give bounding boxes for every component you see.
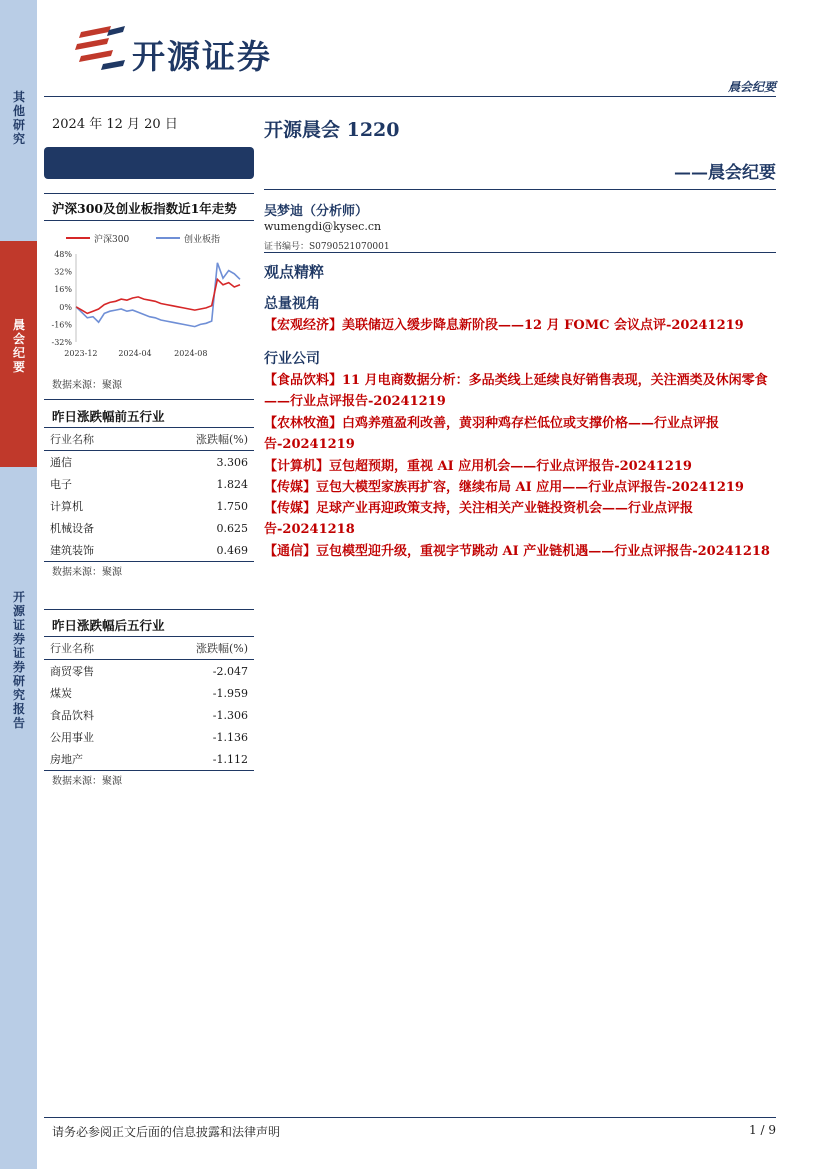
table-row: [44, 517, 254, 539]
industry-name: 房地产: [44, 748, 142, 771]
legend-label-cyb: 创业板指: [184, 235, 221, 245]
macro-item[interactable]: 【宏观经济】美联储迈入缓步降息新阶段——12 月 FOMC 会议点评-20241219: [264, 318, 744, 333]
page-subtitle: ——晨会纪要: [674, 163, 776, 183]
y-tick-label: -16%: [51, 320, 72, 330]
y-tick-label: 0%: [59, 302, 72, 312]
industry-change: 1.750: [216, 499, 248, 513]
footer-rule: [44, 1117, 776, 1118]
industry-item[interactable]: 【食品饮料】11 月电商数据分析：多品类线上延续良好销售表现，关注酒类及休闲零食——行业点评报告-20241219: [264, 373, 768, 409]
page-title: 开源晨会 1220: [264, 119, 400, 141]
industry-change: -1.136: [212, 730, 248, 744]
y-tick-label: -32%: [51, 338, 72, 347]
bottom5-header-name: 行业名称: [44, 637, 142, 660]
report-date: 2024 年 12 月 20 日: [52, 117, 178, 132]
date-banner: [44, 147, 254, 179]
y-tick-label: 16%: [54, 285, 72, 295]
industry-item[interactable]: 【通信】豆包模型迎升级，重视字节跳动 AI 产业链机遇——行业点评报告-20241218: [264, 544, 770, 559]
industry-change: -1.112: [142, 748, 254, 771]
legend-label-hs300: 沪深300: [94, 235, 130, 245]
industry-name: 煤炭: [50, 687, 72, 700]
industry-change: 1.824: [216, 477, 248, 491]
x-tick-label: 2023-12: [64, 349, 98, 358]
brand-name: 开源证券: [132, 37, 272, 76]
top5-header-name: 行业名称: [44, 428, 142, 451]
industry-change: -2.047: [212, 664, 248, 678]
industry-name: 商贸零售: [50, 665, 94, 678]
chart-title-rule: [44, 193, 254, 194]
sidebar-top-label: 其他研究: [12, 90, 25, 146]
industry-name: 机械设备: [50, 522, 94, 535]
industry-name: 建筑装饰: [44, 539, 142, 562]
industry-name: 电子: [50, 478, 72, 491]
chart-source: 数据来源：聚源: [52, 380, 122, 391]
industry-change: -1.959: [212, 686, 248, 700]
chart-legend: [66, 233, 220, 245]
header-tag: 晨会纪要: [727, 80, 776, 94]
page-number: 1 / 9: [749, 1123, 776, 1137]
industry-change: 0.469: [142, 539, 254, 562]
top5-rule: [44, 399, 254, 400]
bottom5-title: 昨日涨跌幅后五行业: [52, 618, 165, 633]
industry-change: 3.306: [216, 455, 248, 469]
author-rule: [264, 252, 776, 253]
industry-item[interactable]: 【农林牧渔】白鸡养殖盈利改善，黄羽种鸡存栏低位或支撑价格——行业点评报告-20241219: [264, 416, 720, 452]
author-cert: 证书编号：S0790521070001: [264, 242, 390, 252]
industry-heading: 行业公司: [264, 351, 320, 367]
table-row: [44, 473, 254, 495]
table-row: [44, 748, 254, 771]
table-row: [44, 704, 254, 726]
footer-note: 请务必参阅正文后面的信息披露和法律声明: [52, 1125, 281, 1139]
industry-item[interactable]: 【传媒】足球产业再迎政策支持，关注相关产业链投资机会——行业点评报告-20241218: [264, 501, 694, 537]
author-email[interactable]: wumengdi@kysec.cn: [264, 220, 382, 233]
sidebar: [0, 0, 37, 1169]
y-tick-label: 32%: [54, 267, 72, 277]
x-tick-label: 2024-08: [174, 349, 208, 358]
chart-title-rule-bottom: [44, 220, 254, 221]
table-row: [44, 682, 254, 704]
bottom5-table: [44, 636, 254, 771]
series-line-1: [76, 263, 240, 327]
index-chart: [44, 228, 254, 360]
x-tick-label: 2024-04: [118, 349, 152, 358]
industry-change: -1.306: [212, 708, 248, 722]
industry-item[interactable]: 【传媒】豆包大模型家族再扩容，继续布局 AI 应用——行业点评报告-20241219: [264, 480, 744, 495]
title-rule: [264, 189, 776, 190]
table-row: [44, 726, 254, 748]
sidebar-bottom-label: 开源证券 证券研究报告: [12, 590, 25, 730]
top5-table: [44, 427, 254, 562]
top5-source: 数据来源：聚源: [52, 567, 122, 578]
industry-name: 公用事业: [50, 731, 94, 744]
table-row: [44, 451, 254, 474]
industry-name: 计算机: [50, 500, 83, 513]
top5-title: 昨日涨跌幅前五行业: [52, 409, 165, 424]
table-row: [44, 660, 254, 683]
sidebar-middle-label: 晨会纪要: [12, 318, 25, 374]
industry-name: 食品饮料: [50, 709, 94, 722]
industry-item[interactable]: 【计算机】豆包超预期，重视 AI 应用机会——行业点评报告-20241219: [264, 459, 692, 474]
chart-title: 沪深300及创业板指数近1年走势: [52, 201, 237, 216]
table-row: [44, 539, 254, 562]
section-title: 观点精粹: [264, 263, 325, 281]
industry-change: 0.625: [216, 521, 248, 535]
header-rule: [44, 96, 776, 97]
industry-name: 通信: [50, 456, 72, 469]
author-name: 吴梦迪（分析师）: [264, 204, 369, 219]
bottom5-rule: [44, 609, 254, 610]
table-row: [44, 495, 254, 517]
top5-header-change: 涨跌幅(%): [142, 428, 254, 451]
y-tick-label: 48%: [54, 250, 72, 259]
macro-heading: 总量视角: [264, 296, 320, 312]
bottom5-source: 数据来源：聚源: [52, 776, 122, 787]
bottom5-header-change: 涨跌幅(%): [142, 637, 254, 660]
